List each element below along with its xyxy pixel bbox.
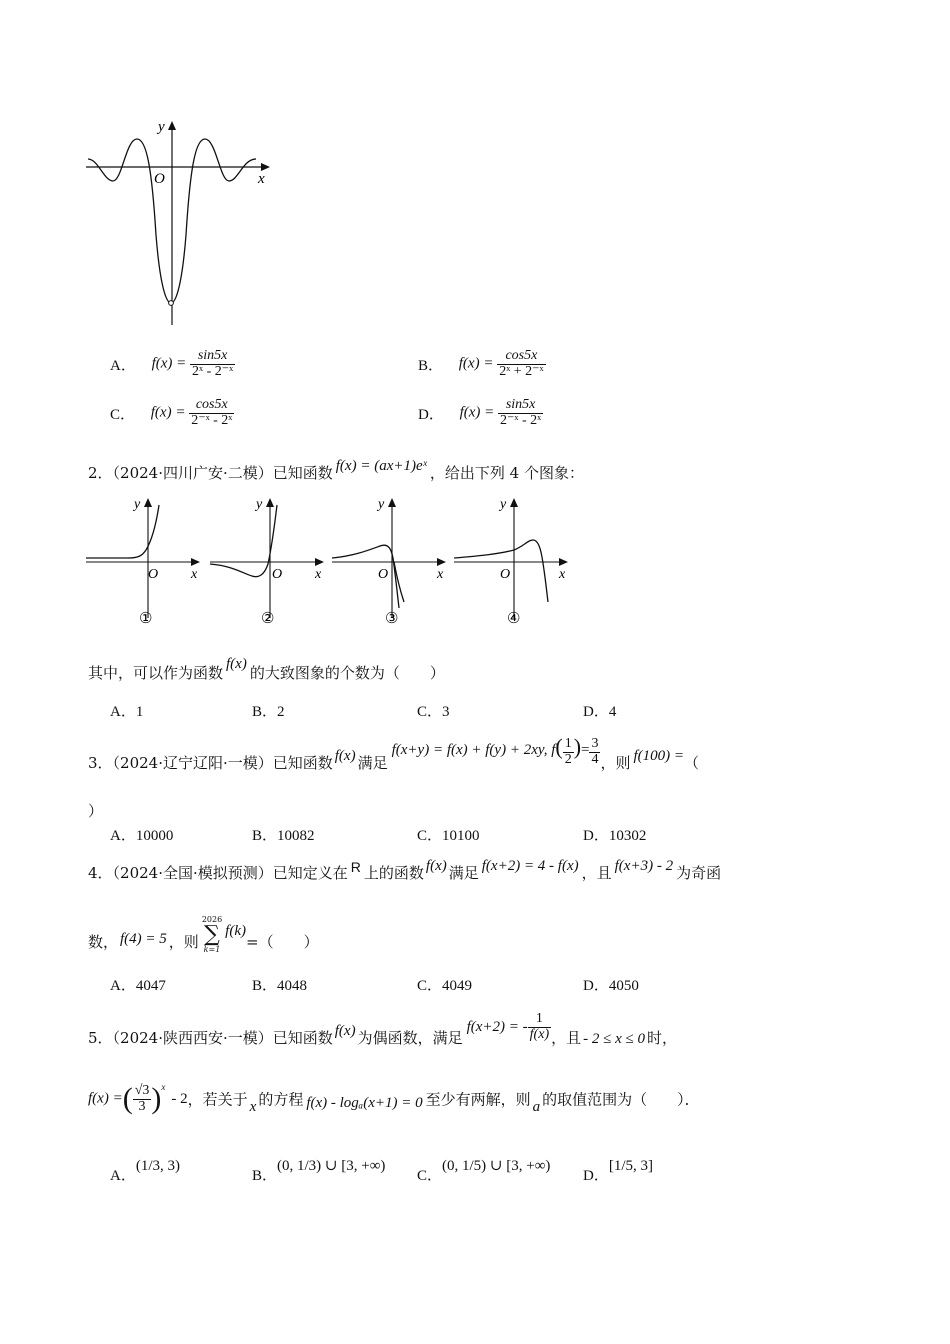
q5-e: 的方程	[258, 1090, 304, 1109]
q5-a-var: a	[532, 1098, 541, 1115]
q5-h: 的取值范围为（ ）．	[542, 1090, 700, 1109]
q2-graph-1	[86, 497, 200, 627]
q4-line2-c: =（ ）	[246, 933, 319, 951]
q2-graph-3	[332, 497, 446, 627]
q2-graph-4	[454, 497, 568, 627]
q5-equation: f(x) - logₐ(x+1) = 0	[306, 1094, 423, 1111]
q5-g: 至少有两解，则	[425, 1090, 531, 1109]
q5-option-a-value: (1/3, 3)	[135, 1158, 181, 1174]
q1-option-d-label: D．	[418, 406, 444, 423]
q1-option-a-lhs: f(x) =	[151, 355, 187, 372]
q5-option-d-value: [1/5, 3]	[608, 1158, 654, 1174]
q1-option-b-den: 2ˣ + 2⁻ˣ	[499, 363, 544, 379]
q2-number: 2．	[88, 464, 113, 482]
q4-sum-body: f(k)	[225, 923, 246, 939]
q3-option-c-value: 10100	[442, 828, 480, 844]
q4-option-c[interactable]	[417, 974, 472, 995]
q2-graph-1-label: ①	[139, 611, 153, 627]
q5-cond-den: f(x)	[529, 1026, 550, 1042]
q5-source: （2024·陕西西安·一模）已知函数	[112, 1029, 333, 1048]
q1-option-c-lhs: f(x) =	[150, 404, 186, 421]
q1-option-a-den: 2ˣ - 2⁻ˣ	[192, 363, 234, 379]
q4-condition: f(x+2) = 4 - f(x)	[481, 858, 579, 874]
q5-cond-num: 1	[528, 1012, 551, 1028]
q5-stem-line1	[88, 1011, 678, 1054]
q5-range: - 2 ≤ x ≤ 0	[583, 1031, 645, 1048]
q3-option-a-value: 10000	[135, 828, 174, 844]
q5-x: x	[249, 1098, 257, 1115]
q3-half-num: 1	[564, 735, 572, 751]
q2-option-d-label: D．	[583, 704, 609, 720]
q5-option-a-label: A．	[110, 1168, 136, 1184]
q3-option-b[interactable]	[252, 824, 315, 845]
q2-graphs	[84, 490, 584, 630]
q3-paren-open: （	[684, 754, 700, 772]
q2-option-a-value: 1	[135, 704, 144, 720]
q1-option-d-den: 2⁻ˣ - 2ˣ	[500, 412, 542, 428]
q5-f: f(x)	[334, 1023, 356, 1040]
q3-number: 3．	[88, 754, 113, 772]
q5-option-b-value: (0, 1/3) ∪ [3, +∞)	[277, 1158, 386, 1174]
q5-c: 时，	[647, 1029, 678, 1048]
q3-option-b-label: B．	[252, 828, 278, 844]
q4-c: ，且	[581, 864, 612, 882]
q5-option-a[interactable]	[110, 1158, 181, 1185]
q4-stem-line2	[88, 915, 319, 962]
q4-condition2: f(x+3) - 2	[614, 858, 674, 874]
q3-option-c[interactable]	[417, 824, 480, 845]
q2-formula: f(x) = (ax+1)eˣ	[335, 458, 427, 474]
q2-tail: ，给出下列 4 个图象：	[429, 464, 584, 482]
q2-graph-2-y: y	[256, 497, 263, 512]
q5-option-b-label: B．	[252, 1168, 278, 1184]
q2-graph-4-x: x	[559, 567, 566, 582]
q3-paren-close: ）	[88, 802, 104, 820]
q4-f: f(x)	[425, 858, 447, 874]
q1-option-c-num: cos5x	[189, 398, 234, 414]
q2-graph-4-o: O	[500, 567, 511, 582]
q3-mid: 满足	[357, 754, 388, 772]
q4-line2-b: ，则	[168, 933, 199, 951]
q4-option-c-value: 4049	[442, 978, 473, 994]
q1-option-b-lhs: f(x) =	[458, 355, 494, 372]
q1-option-c[interactable]	[110, 398, 234, 428]
q4-f4: f(4) = 5	[120, 931, 167, 947]
q3-option-d-label: D．	[583, 828, 609, 844]
q5-option-b[interactable]	[252, 1158, 386, 1185]
q4-option-d-value: 4050	[608, 978, 639, 994]
q1-option-a-num: sin5x	[190, 349, 235, 365]
q4-option-b-label: B．	[252, 978, 278, 994]
q2-graph-1-o: O	[148, 567, 159, 582]
q4-option-a[interactable]	[110, 974, 166, 995]
q5-option-c[interactable]	[417, 1158, 551, 1185]
q4-sum: 2026 ∑ k=1	[201, 915, 223, 954]
q2-graph-2-o: O	[272, 567, 283, 582]
q4-b: 满足	[448, 864, 479, 882]
q2-question-b: 的大致图象的个数为（ ）	[249, 664, 445, 682]
q5-option-c-label: C．	[417, 1168, 443, 1184]
q5-stem-line2: f(x) =( $\frac{√3}{3}$ )$^x$- 2，若关于 x 的方程 f(x) - logₐ(x+1) = 0 至少有两解，则 a 的取值范围为（ ）．	[88, 1082, 700, 1115]
q2-graph-3-label: ③	[385, 611, 399, 627]
q4-option-b[interactable]	[252, 974, 307, 995]
q1-option-c-label: C．	[110, 406, 136, 423]
q1-option-a[interactable]	[110, 349, 235, 379]
q5-b: ，且	[551, 1029, 582, 1048]
q3-rhs-num: 3	[591, 735, 599, 751]
q4-option-a-value: 4047	[135, 978, 166, 994]
fig1-x-label: x	[258, 171, 265, 187]
q2-question-a: 其中，可以作为函数	[88, 664, 224, 682]
q1-option-b-num: cos5x	[497, 349, 545, 365]
q2-source: （2024·四川广安·二模）已知函数	[112, 464, 333, 482]
q1-option-d[interactable]	[418, 398, 543, 428]
q1-option-d-lhs: f(x) =	[459, 404, 495, 421]
q4-line2-a: 数，	[88, 933, 119, 951]
q3-target: f(100) =	[633, 748, 685, 764]
q2-option-d-value: 4	[608, 704, 617, 720]
q2-graph-2-label: ②	[261, 611, 275, 627]
q4-sum-bottom: k=1	[203, 945, 221, 954]
q5-def-exp: x	[161, 1082, 166, 1092]
q2-option-d[interactable]	[583, 700, 616, 721]
q1-option-d-num: sin5x	[498, 398, 543, 414]
q1-option-c-den: 2⁻ˣ - 2ˣ	[191, 412, 233, 428]
q4-option-d[interactable]	[583, 974, 639, 995]
q3-stem: 3．（2024·辽宁辽阳·一模）已知函数 f(x) 满足f(x+y) = f(x) + f(y) + 2xy, f( $\frac{1}{2}$ )= $\frac{3}{4}$ ，则 f(100) =（	[88, 734, 700, 772]
q3-condition: f(x+y) = f(x) + f(y) + 2xy, f	[391, 742, 556, 758]
q3-half-den: 2	[564, 751, 572, 767]
q5-def-tail: - 2	[171, 1090, 188, 1107]
q3-then: ，则	[600, 754, 631, 772]
q5-d: ，若关于	[187, 1090, 248, 1109]
q2-graph-4-y: y	[500, 497, 507, 512]
q2-question	[88, 656, 445, 683]
q5-def-den: 3	[138, 1098, 146, 1114]
q2-option-b-value: 2	[277, 704, 285, 720]
q2-option-c-value: 3	[442, 704, 450, 720]
q4-R: R	[350, 859, 361, 875]
q2-graph-3-x: x	[437, 567, 444, 582]
q5-option-d[interactable]	[583, 1158, 654, 1185]
q5-number: 5．	[88, 1029, 113, 1048]
q2-stem	[88, 458, 584, 483]
q3-option-a[interactable]	[110, 824, 173, 845]
q2-option-c-label: C．	[417, 704, 443, 720]
q2-graph-1-y: y	[134, 497, 141, 512]
q3-f: f(x)	[334, 748, 356, 764]
q4-d: 为奇函	[676, 864, 722, 882]
q3-option-d-value: 10302	[608, 828, 647, 844]
q5-option-d-label: D．	[583, 1168, 609, 1184]
q3-option-b-value: 10082	[277, 828, 315, 844]
q1-option-b[interactable]	[418, 349, 546, 379]
q2-option-b-label: B．	[252, 704, 278, 720]
q4-option-b-value: 4048	[277, 978, 308, 994]
q1-graph	[80, 115, 280, 330]
q2-graph-2-x: x	[315, 567, 322, 582]
q2-option-c[interactable]	[417, 700, 450, 721]
q4-number: 4．	[88, 864, 113, 882]
q3-rhs-den: 4	[591, 751, 599, 767]
q4-option-c-label: C．	[417, 978, 443, 994]
q1-option-b-label: B．	[418, 357, 444, 374]
q3-source: （2024·辽宁辽阳·一模）已知函数	[112, 754, 333, 772]
q2-option-a[interactable]	[110, 700, 143, 721]
q2-option-b[interactable]	[252, 700, 285, 721]
q2-graph-3-o: O	[378, 567, 389, 582]
q1-option-a-label: A．	[110, 357, 136, 374]
q5-option-c-value: (0, 1/5) ∪ [3, +∞)	[442, 1158, 551, 1174]
q4-option-d-label: D．	[583, 978, 609, 994]
q3-option-d[interactable]	[583, 824, 646, 845]
q2-graph-3-y: y	[378, 497, 385, 512]
q5-cond-lhs: f(x+2) = -	[466, 1019, 528, 1036]
q4-option-a-label: A．	[110, 978, 136, 994]
q2-option-a-label: A．	[110, 704, 136, 720]
q4-source: （2024·全国·模拟预测）已知定义在	[112, 864, 348, 882]
q4-sum-top: 2026	[201, 915, 223, 924]
q3-eq: =	[581, 742, 590, 758]
q2-graph-4-label: ④	[507, 611, 521, 627]
q3-option-c-label: C．	[417, 828, 443, 844]
q3-option-a-label: A．	[110, 828, 136, 844]
q2-graph-1-x: x	[191, 567, 198, 582]
fig1-origin-label: O	[154, 171, 165, 187]
q2-graph-2	[210, 497, 324, 627]
q5-def-num: √3	[134, 1082, 150, 1098]
q5-def-lhs: f(x) =	[88, 1090, 123, 1107]
q4-a: 上的函数	[363, 864, 424, 882]
q4-stem-line1	[88, 858, 722, 883]
q5-a: 为偶函数，满足	[357, 1029, 463, 1048]
fig1-y-label: y	[158, 119, 165, 135]
q2-question-f: f(x)	[226, 656, 247, 672]
